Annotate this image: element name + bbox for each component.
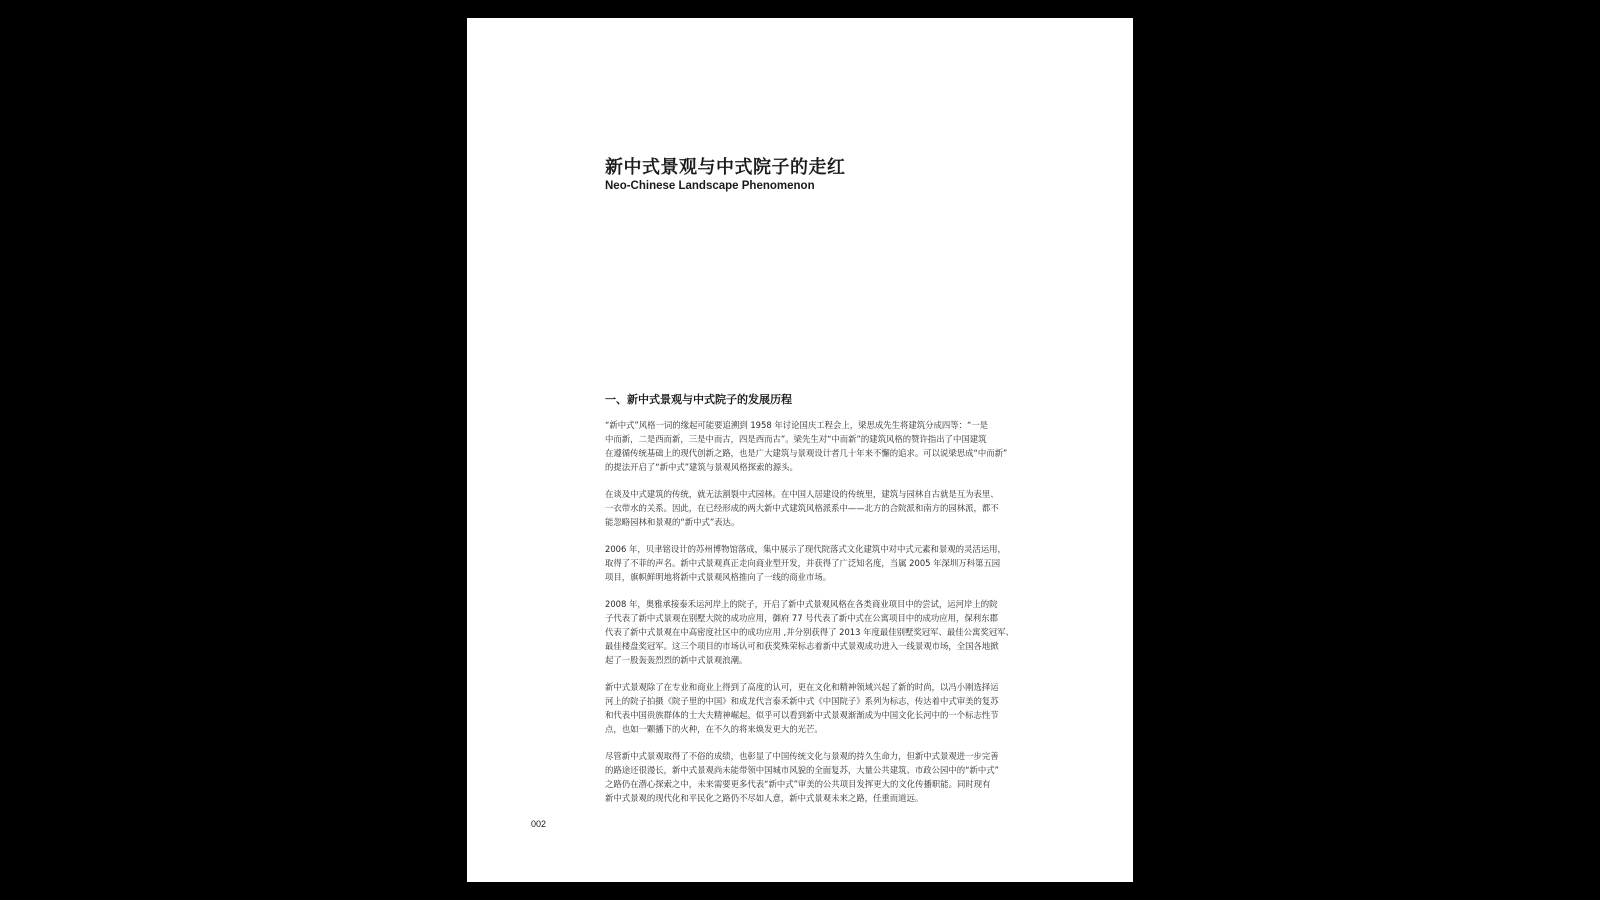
paragraph: 在谈及中式建筑的传统，就无法割裂中式园林。在中国人居建设的传统里，建筑与园林自古就是互为表里、 一衣带水的关系。因此，在已经形成的两大新中式建筑风格派系中——北方的合院派和南方的园林派，都不 能忽略园林和景观的“新中式”表达。 [605, 489, 999, 527]
section-heading: 一、新中式景观与中式院子的发展历程 [605, 393, 792, 406]
page-subtitle: Neo-Chinese Landscape Phenomenon [605, 180, 815, 192]
document-page [467, 18, 1133, 882]
paragraph: 新中式景观除了在专业和商业上得到了高度的认可，更在文化和精神领域兴起了新的时尚，以冯小刚选择运 河上的院子拍摄《院子里的中国》和成龙代言泰禾新中式《中国院子》系列为标志，传达着中式审美的复苏 和代表中国贵族群体的士大夫精神崛起。似乎可以看到新中式景观渐渐成为中国文化长河中的一个标志性节 点，也如一颗播下的火种，在不久的将来焕发更大的光芒。 [605, 682, 999, 734]
paragraph: 2006 年，贝聿铭设计的苏州博物馆落成，集中展示了现代院落式文化建筑中对中式元素和景观的灵活运用， 取得了不菲的声名。新中式景观真正走向商业型开发，并获得了广泛知名度，当属 2005 年深圳万科第五园 项目，旗帜鲜明地将新中式景观风格推向了一线的商业市场。 [605, 544, 1006, 582]
page-title: 新中式景观与中式院子的走红 [605, 157, 846, 178]
paragraph: 尽管新中式景观取得了不俗的成绩，也彰显了中国传统文化与景观的持久生命力，但新中式景观进一步完善 的路途还很漫长，新中式景观尚未能带领中国城市风貌的全面复苏，大量公共建筑、市政公园中的“新中式” 之路仍在潜心探索之中，未来需要更多代表“新中式”审美的公共项目发挥更大的文化传播职能。同时现有 新中式景观的现代化和平民化之路仍不尽如人意，新中式景观未来之路，任重而道远。 [605, 751, 999, 803]
paragraph: 2008 年，奥雅承接泰禾运河岸上的院子，开启了新中式景观风格在各类商业项目中的尝试，运河岸上的院 子代表了新中式景观在别墅大院的成功应用，御府 77 号代表了新中式在公寓项目中的成功应用，保利东郡 代表了新中式景观在中高密度社区中的成功应用 ,并分别获得了 2013 年度最佳别墅奖冠军、最佳公寓奖冠军、 最佳楼盘奖冠军。这三个项目的市场认可和获奖殊荣标志着新中式景观成功进入一线景观市场，全国各地掀 起了一股轰轰烈烈的新中式景观浪潮。 [605, 599, 1014, 665]
body-text [605, 418, 1031, 818]
paragraph: “新中式”风格一词的缘起可能要追溯到 1958 年讨论国庆工程会上，梁思成先生将建筑分成四等：“一是 中而新，二是西而新，三是中而古，四是西而古”。梁先生对“中而新”的建筑风格的赞许指出了中国建筑 在遵循传统基础上的现代创新之路，也是广大建筑与景观设计者几十年来不懈的追求。可以说梁思成“中而新” 的提法开启了“新中式”建筑与景观风格探索的源头。 [605, 420, 1008, 472]
page-number: 002 [531, 819, 547, 829]
